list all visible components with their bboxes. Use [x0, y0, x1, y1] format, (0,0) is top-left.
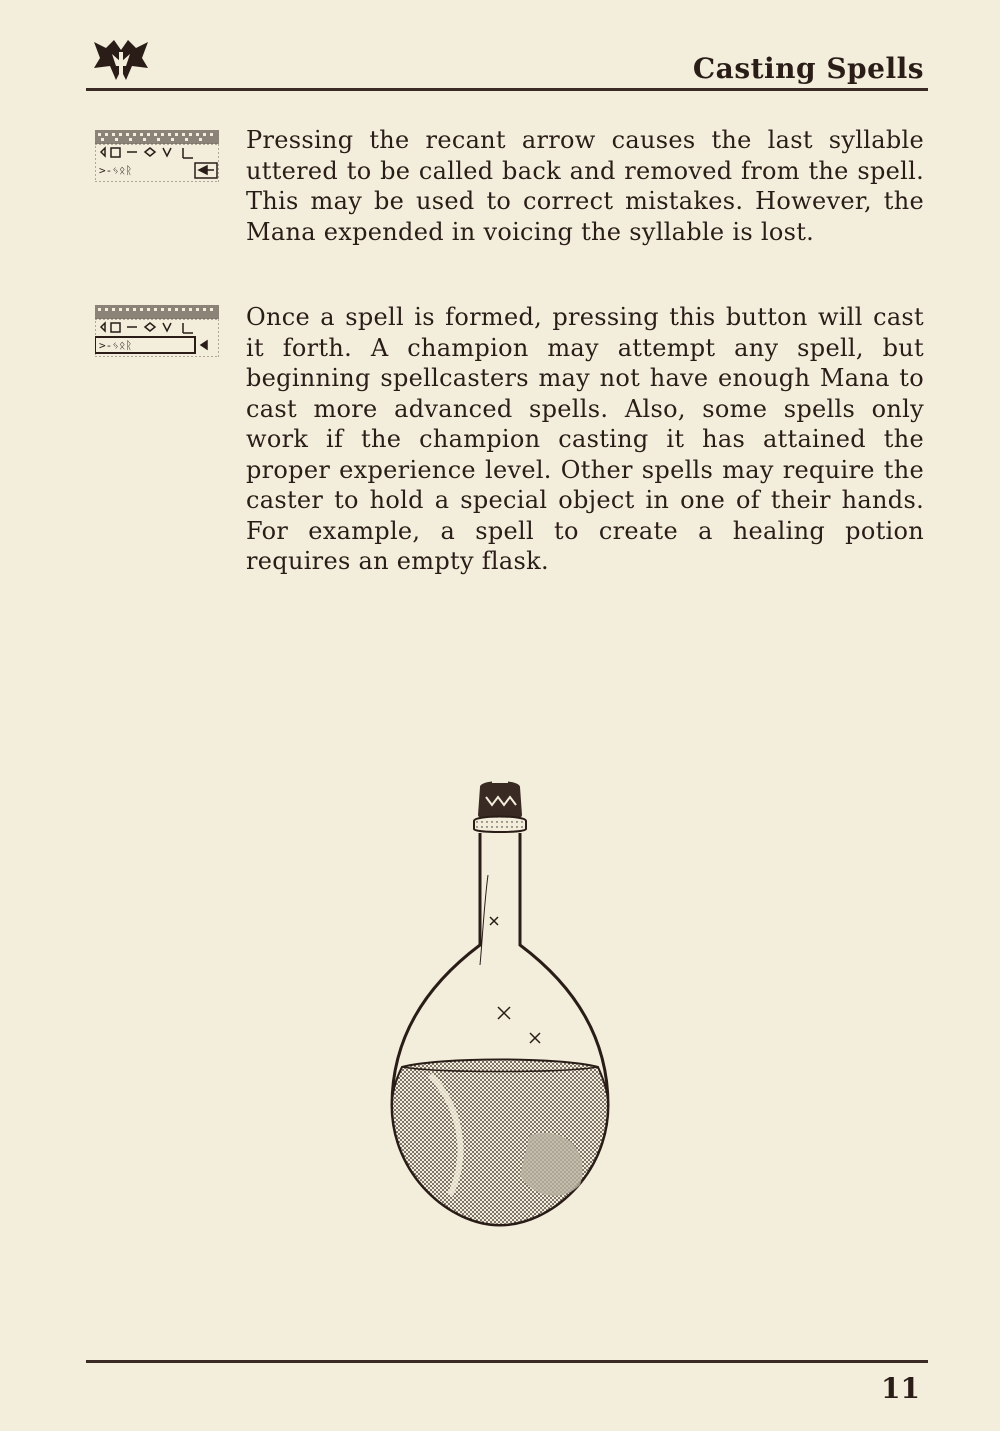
- recant-arrow-description: Pressing the recant arrow causes the last syllable uttered to be called back and removed from the spell. This may be used to correct mistakes. However, the Mana expended in voicing the syllable is lost.: [246, 126, 924, 246]
- cast-button-description: Once a spell is formed, pressing this button will cast it forth. A champion may attempt any spell, but beginning spellcasters may not have enough Mana to cast more advanced spells. Also, some spells only work if the champion casting it has attained the proper experience level. Other spells may require the caster to hold a special object in one of their hands. For example, a spell to create a healing potion requires an empty flask.: [246, 303, 924, 575]
- svg-text:>-ᛃᛟᚱ: >-ᛃᛟᚱ: [99, 164, 133, 177]
- footer-rule: [86, 1360, 928, 1363]
- header-rule: [86, 88, 928, 91]
- page-number: 11: [881, 1372, 920, 1405]
- chapter-title: Casting Spells: [692, 52, 924, 85]
- svg-text:>-ᛃᛟᚱ: >-ᛃᛟᚱ: [99, 339, 133, 352]
- empty-flask-illustration: [380, 775, 620, 1235]
- dungeon-master-emblem-icon: [92, 38, 150, 82]
- spell-panel-cast-button-icon: [95, 305, 219, 357]
- spell-panel-recant-arrow-icon: [95, 130, 219, 182]
